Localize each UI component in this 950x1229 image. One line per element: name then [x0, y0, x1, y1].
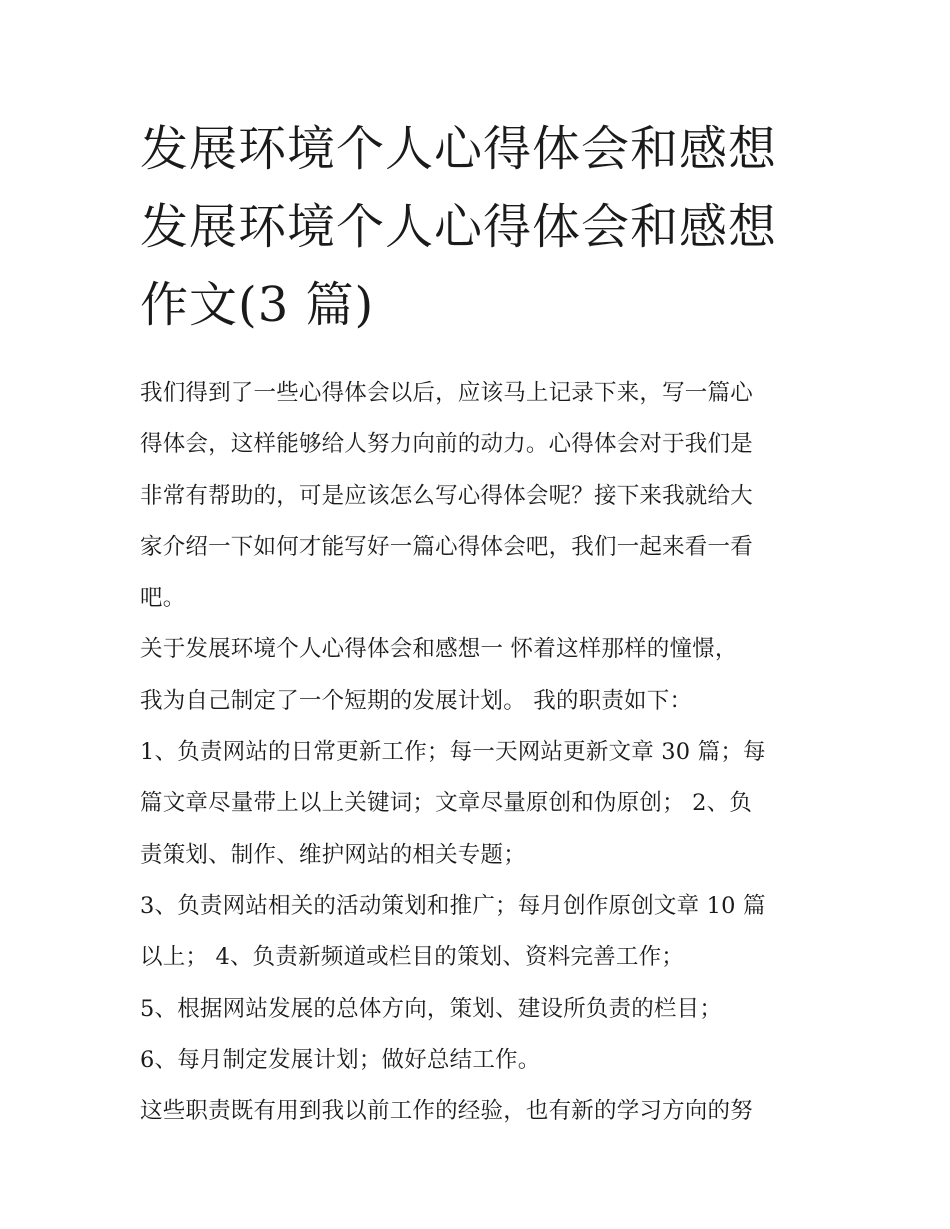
document-title — [140, 110, 820, 344]
body-line: 我们得到了一些心得体会以后，应该马上记录下来，写一篇心 — [140, 380, 753, 406]
document-page — [140, 110, 820, 1137]
body-line: 关于发展环境个人心得体会和感想一 怀着这样那样的憧憬， — [140, 636, 738, 663]
body-line: 5、根据网站发展的总体方向，策划、建设所负责的栏目； — [140, 995, 723, 1022]
body-line: 6、每月制定发展计划；做好总结工作。 — [140, 1046, 541, 1073]
body-line: 以上； 4、负责新频道或栏目的策划、资料完善工作； — [140, 944, 684, 971]
body-line: 非常有帮助的，可是应该怎么写心得体会呢？接下来我就给大 — [140, 482, 753, 509]
body-line: 得体会，这样能够给人努力向前的动力。心得体会对于我们是 — [140, 431, 753, 458]
document-body — [140, 368, 820, 1137]
title-line: 发展环境个人心得体会和感想 — [140, 199, 778, 255]
body-line: 我为自己制定了一个短期的发展计划。 我的职责如下： — [140, 687, 693, 714]
body-line: 责策划、制作、维护网站的相关专题； — [140, 841, 526, 868]
title-line: 作文(3 篇) — [140, 277, 375, 333]
body-line: 1、负责网站的日常更新工作；每一天网站更新文章 30 篇；每 — [140, 739, 766, 766]
body-line: 吧。 — [140, 585, 186, 612]
body-line: 篇文章尽量带上以上关键词；文章尽量原创和伪原创； 2、负 — [140, 790, 753, 817]
body-line: 家介绍一下如何才能写好一篇心得体会吧，我们一起来看一看 — [140, 533, 753, 560]
body-line: 3、负责网站相关的活动策划和推广；每月创作原创文章 10 篇 — [140, 892, 766, 919]
body-line: 这些职责既有用到我以前工作的经验，也有新的学习方向的努 — [140, 1098, 753, 1125]
title-line: 发展环境个人心得体会和感想 — [140, 121, 778, 177]
